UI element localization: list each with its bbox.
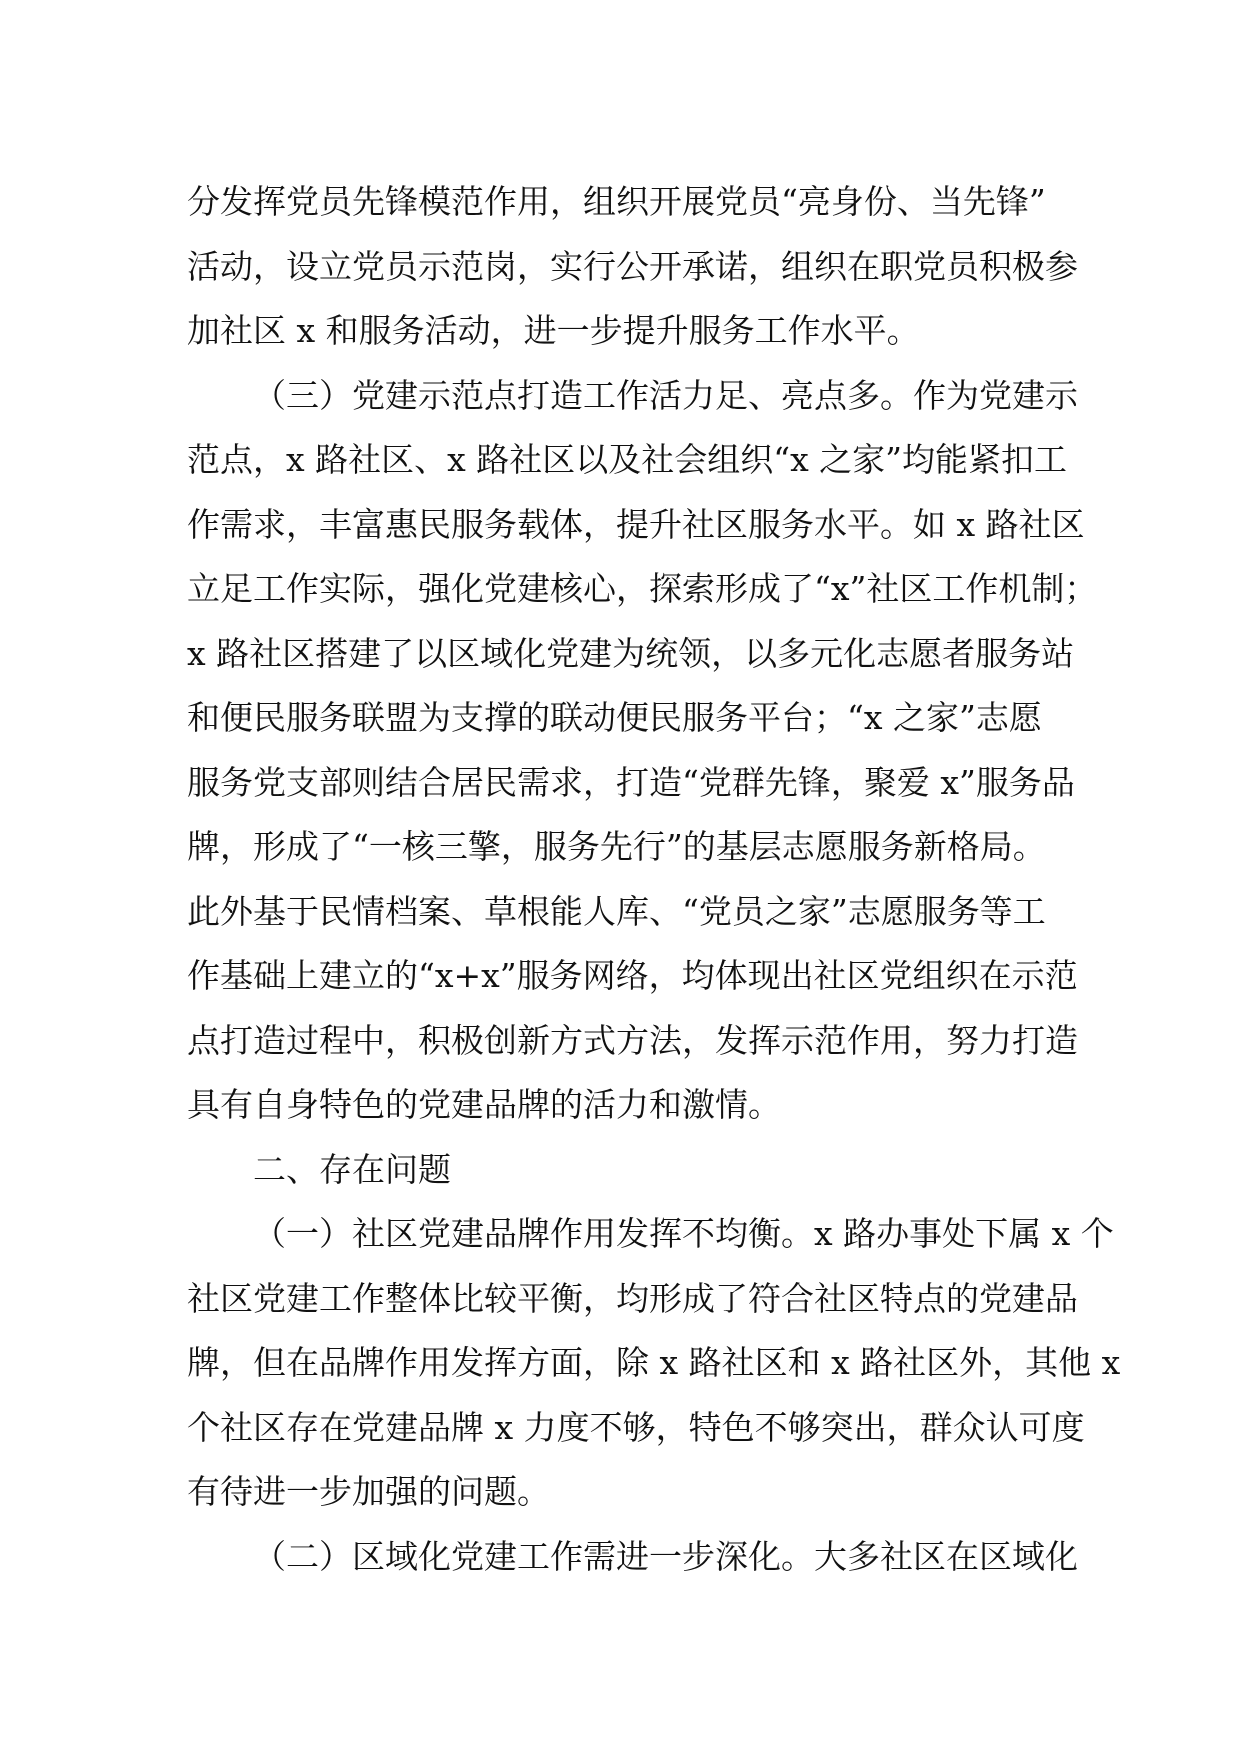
body-line: 此外基于民情档案、草根能人库、“党员之家”志愿服务等工 [187,891,1046,931]
body-line: 和便民服务联盟为支撑的联动便民服务平台；“x 之家”志愿 [187,698,1042,737]
body-line: 个社区存在党建品牌 x 力度不够，特色不够突出，群众认可度 [187,1407,1085,1447]
section-title: 二、存在问题 [253,1149,451,1189]
body-line: 有待进一步加强的问题。 [187,1472,550,1511]
body-line: 牌，但在品牌作用发挥方面，除 x 路社区和 x 路社区外，其他 x [187,1343,1121,1382]
body-line: 立足工作实际，强化党建核心，探索形成了“x”社区工作机制； [187,569,1098,608]
section-heading-line: （一）社区党建品牌作用发挥不均衡。x 路办事处下属 x 个 [253,1214,1114,1253]
body-line: 社区党建工作整体比较平衡，均形成了符合社区特点的党建品 [187,1278,1078,1318]
section-heading-line: （二）区域化党建工作需进一步深化。大多社区在区域化 [253,1536,1078,1576]
body-line: 活动，设立党员示范岗，实行公开承诺，组织在职党员积极参 [187,246,1078,286]
body-line: 范点，x 路社区、x 路社区以及社会组织“x 之家”均能紧扣工 [187,440,1068,479]
body-line: 作需求，丰富惠民服务载体，提升社区服务水平。如 x 路社区 [187,504,1085,544]
body-line: 加社区 x 和服务活动，进一步提升服务工作水平。 [187,311,920,350]
section-heading-line: （三）党建示范点打造工作活力足、亮点多。作为党建示 [253,375,1078,415]
body-line: 作基础上建立的“x+x”服务网络，均体现出社区党组织在示范 [187,956,1078,995]
body-line: 服务党支部则结合居民需求，打造“党群先锋，聚爱 x”服务品 [187,762,1075,802]
body-line: 点打造过程中，积极创新方式方法，发挥示范作用，努力打造 [187,1020,1078,1060]
body-line: 牌，形成了“一核三擎，服务先行”的基层志愿服务新格局。 [187,827,1046,866]
document-body [187,170,1121,1589]
body-line: x 路社区搭建了以区域化党建为统领，以多元化志愿者服务站 [187,633,1075,673]
body-line: 具有自身特色的党建品牌的活力和激情。 [187,1085,781,1124]
body-line: 分发挥党员先锋模范作用，组织开展党员“亮身份、当先锋” [187,182,1046,221]
